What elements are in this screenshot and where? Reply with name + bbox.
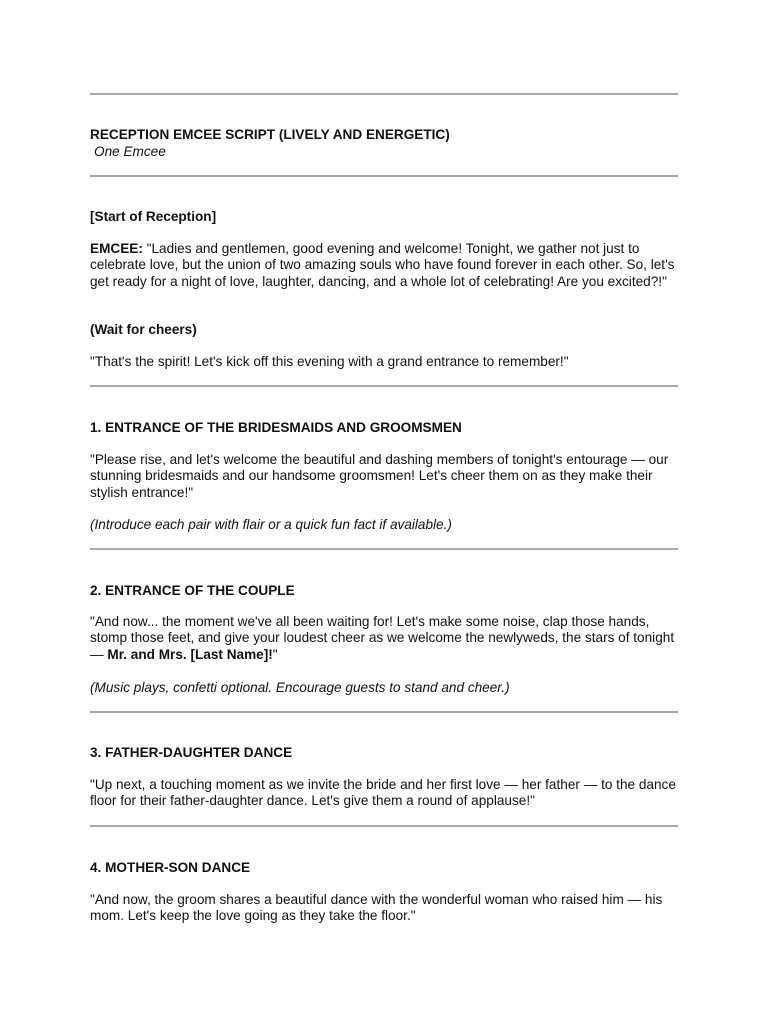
divider (90, 548, 678, 550)
document-title: RECEPTION EMCEE SCRIPT (LIVELY AND ENERGETIC) (90, 127, 450, 142)
speaker-label: EMCEE: (90, 241, 143, 256)
section-heading: 3. FATHER-DAUGHTER DANCE (90, 745, 293, 760)
opening-speech-text: "Ladies and gentlemen, good evening and welcome! Tonight, we gather not just to celebrate love, but the union of two amazing souls who have found forever in each other. So, let's get ready for a night of love, laughter, dancing, and a whole lot of celebrating! Are you excited?!" (90, 241, 675, 289)
section-heading: 1. ENTRANCE OF THE BRIDESMAIDS AND GROOMSMEN (90, 420, 462, 435)
stage-cue: (Wait for cheers) (90, 322, 197, 337)
section-note: (Introduce each pair with flair or a quick fun fact if available.) (90, 517, 452, 532)
divider (90, 93, 678, 95)
divider (90, 711, 678, 713)
closing-quote: " (272, 646, 278, 662)
start-heading: [Start of Reception] (90, 209, 217, 224)
followup-line: "That's the spirit! Let's kick off this evening with a grand entrance to remember!" (90, 354, 569, 369)
section-speech: "And now, the groom shares a beautiful dance with the wonderful woman who raised him — his mom. Let's keep the love going as they take the floor." (90, 892, 663, 924)
section-speech: "Please rise, and let's welcome the beautiful and dashing members of tonight's entourage — our stunning bridesmaids and our handsome groomsmen! Let's cheer them on as they make their stylish entrance!" (90, 452, 669, 500)
divider (90, 175, 678, 177)
section-heading: 4. MOTHER-SON DANCE (90, 860, 251, 875)
section-speech: "Up next, a touching moment as we invite the bride and her first love — her father — to the dance floor for their father-daughter dance. Let's give them a round of applause!" (90, 777, 676, 809)
emcee-opening-speech (90, 241, 680, 290)
section-speech-text: "And now... the moment we've all been waiting for! Let's make some noise, clap those hands, stomp those feet, and give your loudest cheer as we welcome the newlyweds, the stars of tonight — (90, 614, 675, 662)
divider (90, 825, 678, 827)
section-heading: 2. ENTRANCE OF THE COUPLE (90, 583, 295, 598)
couple-name: Mr. and Mrs. [Last Name]! (107, 646, 273, 662)
document-subtitle: One Emcee (94, 144, 166, 159)
divider (90, 385, 678, 387)
section-speech (90, 614, 680, 663)
section-note: (Music plays, confetti optional. Encourage guests to stand and cheer.) (90, 680, 510, 695)
